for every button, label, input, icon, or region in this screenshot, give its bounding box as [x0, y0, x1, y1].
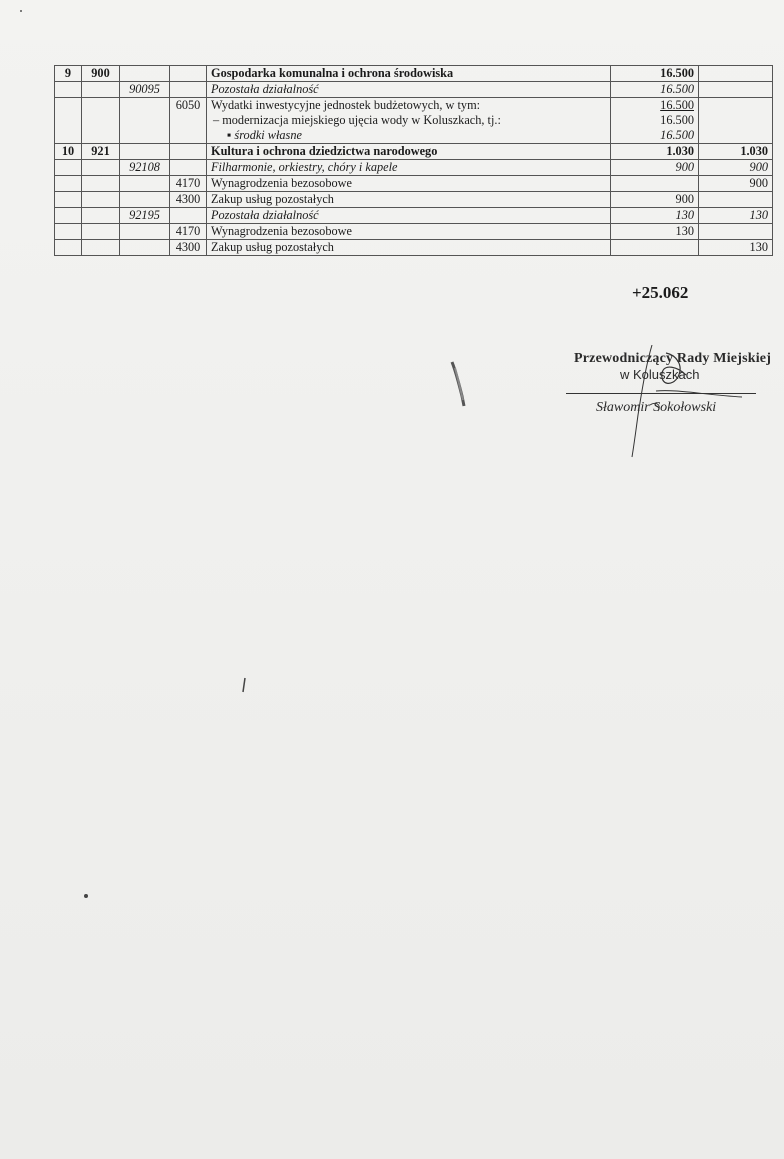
cell-amount-2 — [699, 98, 773, 144]
cell-rozdzial: 90095 — [120, 82, 170, 98]
cell-lp — [55, 240, 82, 256]
stamp-location: w Koluszkach — [620, 367, 700, 382]
scan-dot — [82, 892, 90, 900]
cell-amount-1: 130 — [611, 224, 699, 240]
table-row — [55, 176, 773, 192]
cell-paragraf: 4300 — [170, 192, 207, 208]
cell-description: Filharmonie, orkiestry, chóry i kapele — [207, 160, 611, 176]
cell-paragraf — [170, 144, 207, 160]
cell-amount-1: 130 — [611, 208, 699, 224]
cell-amount-2: 900 — [699, 176, 773, 192]
cell-amount-2: 900 — [699, 160, 773, 176]
cell-dzial — [82, 98, 120, 144]
cell-description — [207, 98, 611, 144]
cell-rozdzial: 92195 — [120, 208, 170, 224]
cell-amount-2: 130 — [699, 208, 773, 224]
table-row — [55, 160, 773, 176]
cell-lp — [55, 224, 82, 240]
cell-amount-1 — [611, 240, 699, 256]
cell-amount-1: 1.030 — [611, 144, 699, 160]
amount-line — [703, 128, 768, 143]
cell-paragraf — [170, 208, 207, 224]
cell-rozdzial — [120, 224, 170, 240]
description-line: ▪ środki własne — [227, 128, 302, 142]
scan-speck — [240, 676, 248, 696]
cell-amount-1: 900 — [611, 192, 699, 208]
cell-dzial — [82, 192, 120, 208]
cell-paragraf: 4300 — [170, 240, 207, 256]
cell-description: Wynagrodzenia bezosobowe — [207, 176, 611, 192]
cell-amount-2: 130 — [699, 240, 773, 256]
cell-paragraf — [170, 82, 207, 98]
amount-line — [703, 98, 768, 113]
cell-dzial — [82, 240, 120, 256]
table-row — [55, 144, 773, 160]
cell-lp: 9 — [55, 66, 82, 82]
description-line: Wydatki inwestycyjne jednostek budżetowych, w tym: — [211, 98, 481, 112]
table-row — [55, 98, 773, 144]
cell-lp — [55, 160, 82, 176]
cell-description: Kultura i ochrona dziedzictwa narodowego — [207, 144, 611, 160]
cell-description: Wynagrodzenia bezosobowe — [207, 224, 611, 240]
signature-stamp — [566, 345, 776, 465]
cell-amount-1: 900 — [611, 160, 699, 176]
cell-dzial — [82, 82, 120, 98]
cell-amount-1: 16.500 — [611, 82, 699, 98]
stamp-title: Przewodniczący Rady Miejskiej — [574, 351, 772, 366]
cell-amount-2 — [699, 66, 773, 82]
cell-amount-1 — [611, 98, 699, 144]
cell-amount-2 — [699, 224, 773, 240]
cell-paragraf: 4170 — [170, 176, 207, 192]
amount-line: 16.500 — [660, 113, 694, 127]
cell-dzial — [82, 160, 120, 176]
table-row — [55, 82, 773, 98]
table-row — [55, 66, 773, 82]
table-row — [55, 240, 773, 256]
table-row — [55, 208, 773, 224]
cell-amount-1 — [611, 176, 699, 192]
cell-rozdzial — [120, 240, 170, 256]
amount-line — [703, 113, 768, 128]
cell-amount-2 — [699, 192, 773, 208]
budget-table — [54, 65, 773, 256]
amount-line: 16.500 — [660, 128, 694, 142]
cell-dzial: 900 — [82, 66, 120, 82]
description-line: – modernizacja miejskiego ujęcia wody w Koluszkach, tj.: — [213, 113, 501, 127]
cell-description: Gospodarka komunalna i ochrona środowiska — [207, 66, 611, 82]
cell-lp — [55, 82, 82, 98]
cell-dzial — [82, 176, 120, 192]
cell-amount-2: 1.030 — [699, 144, 773, 160]
cell-dzial: 921 — [82, 144, 120, 160]
cell-rozdzial — [120, 192, 170, 208]
cell-description: Pozostała działalność — [207, 82, 611, 98]
cell-paragraf: 4170 — [170, 224, 207, 240]
stamp-signatory: Sławomir Sokołowski — [596, 400, 717, 415]
table-row — [55, 192, 773, 208]
cell-lp: 10 — [55, 144, 82, 160]
cell-dzial — [82, 224, 120, 240]
cell-rozdzial — [120, 176, 170, 192]
cell-lp — [55, 98, 82, 144]
cell-rozdzial — [120, 66, 170, 82]
cell-lp — [55, 208, 82, 224]
cell-amount-2 — [699, 82, 773, 98]
cell-rozdzial — [120, 98, 170, 144]
scan-dot-top — [18, 8, 24, 14]
cell-lp — [55, 192, 82, 208]
cell-paragraf — [170, 160, 207, 176]
cell-rozdzial — [120, 144, 170, 160]
amount-line: 16.500 — [660, 98, 694, 112]
cell-description: Zakup usług pozostałych — [207, 192, 611, 208]
handwritten-signature — [566, 345, 776, 465]
cell-amount-1: 16.500 — [611, 66, 699, 82]
cell-dzial — [82, 208, 120, 224]
total-change: +25.062 — [632, 283, 689, 302]
table-row — [55, 224, 773, 240]
cell-lp — [55, 176, 82, 192]
cell-description: Zakup usług pozostałych — [207, 240, 611, 256]
cell-rozdzial: 92108 — [120, 160, 170, 176]
cell-paragraf: 6050 — [170, 98, 207, 144]
cell-description: Pozostała działalność — [207, 208, 611, 224]
scan-mark — [448, 360, 470, 410]
cell-paragraf — [170, 66, 207, 82]
